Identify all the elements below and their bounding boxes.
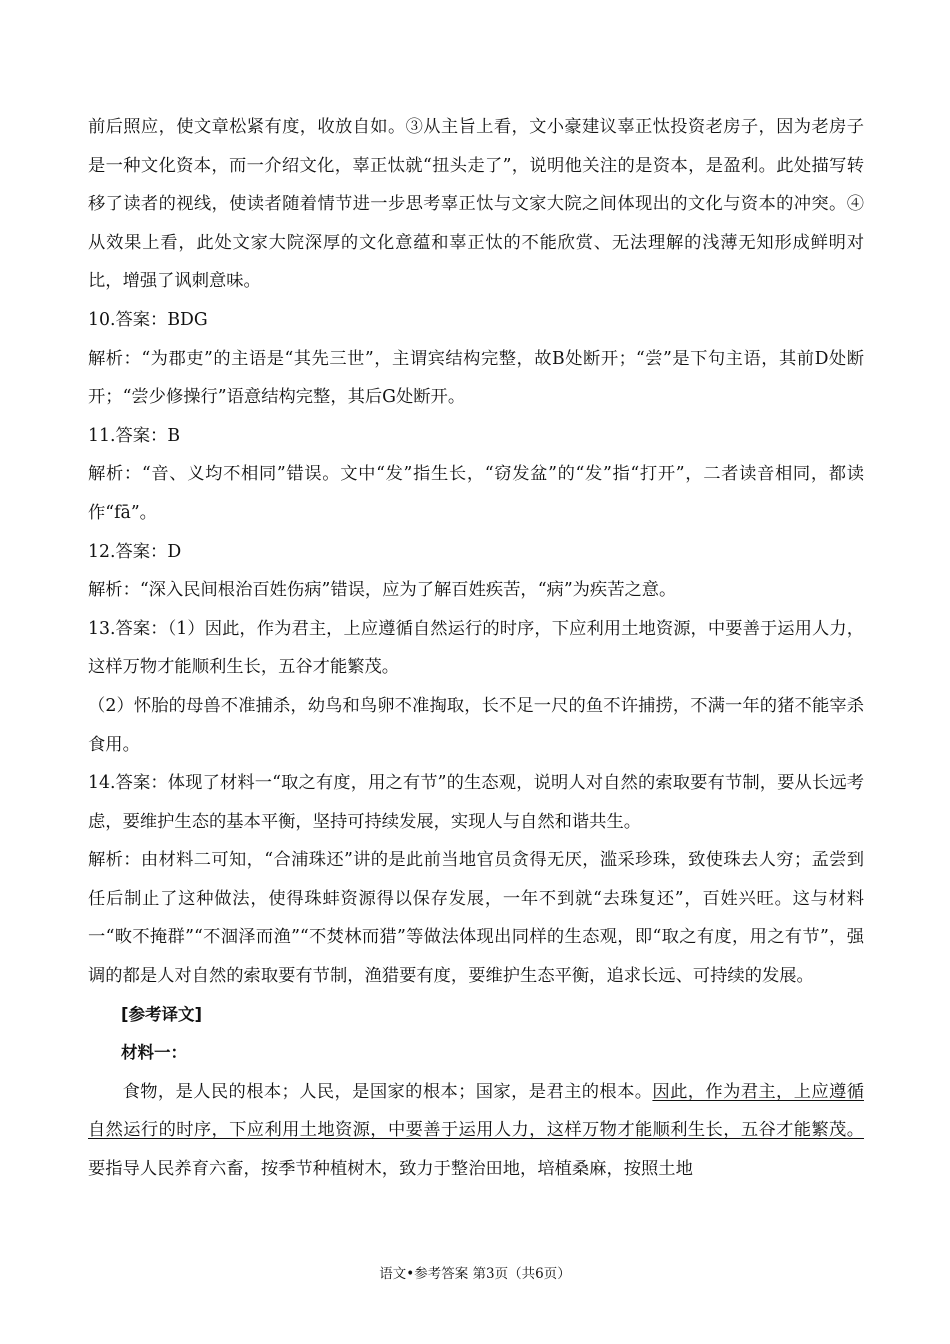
q11-answer: 11.答案：B — [88, 425, 181, 446]
q13-part2: （2）怀胎的母兽不准捕杀，幼鸟和鸟卵不准掏取，长不足一尺的鱼不许捕捞，不满一年的猪不能宰杀食用。 — [88, 695, 864, 755]
translation-underlined: 因此，作为君主，上应遵循自然运行的时序，下应利用土地资源，中要善于运用人力，这样万物才能顺利生长，五谷才能繁茂。 — [88, 1081, 864, 1141]
q14-analysis: 解析：由材料二可知，“合浦珠还”讲的是此前当地官员贪得无厌，滥采珍珠，致使珠去人穷；孟尝到任后制止了这种做法，使得珠蚌资源得以保存发展，一年不到就“去珠复还”，百姓兴旺。这与材料一“畋不掩群”“不涸泽而渔”“不焚林而猎”等做法体现出同样的生态观，即“取之有度，用之有节”，强调的都是人对自然的索取要有节制，渔猎要有度，要维护生态平衡，追求长远、可持续的发展。 — [88, 850, 864, 987]
translation-end: 要指导人民养育六畜，按季节种植树木，致力于整治田地，培植桑麻，按照土地 — [88, 1159, 693, 1180]
q11-analysis: 解析：“音、义均不相同”错误。文中“发”指生长，“窃发盆”的“发”指“打开”，二者读音相同，都读作“fā”。 — [88, 464, 864, 523]
translation-start: 食物，是人民的根本；人民，是国家的根本；国家，是君主的根本。 — [122, 1081, 653, 1102]
q13-answer: 13.答案：（1）因此，作为君主，上应遵循自然运行的时序，下应利用土地资源，中要善于运用人力，这样万物才能顺利生长，五谷才能繁茂。 — [88, 618, 864, 678]
q12-analysis: 解析：“深入民间根治百姓伤病”错误，应为了解百姓疾苦，“病”为疾苦之意。 — [88, 580, 677, 601]
material1-label: 材料一： — [121, 1043, 187, 1063]
q10-answer: 10.答案：BDG — [88, 309, 208, 330]
translation-paragraph — [88, 1073, 864, 1189]
q12-answer: 12.答案：D — [88, 541, 182, 562]
q9-continuation: 前后照应，使文章松紧有度，收放自如。③从主旨上看，文小豪建议辜正忲投资老房子，因为老房子是一种文化资本，而一介绍文化，辜正忲就“扭头走了”，说明他关注的是资本，是盈利。此处描写转移了读者的视线，使读者随着情节进一步思考辜正忲与文家大院之间体现出的文化与资本的冲突。④从效果上看，此处文家大院深厚的文化意蕴和辜正忲的不能欣赏、无法理解的浅薄无知形成鲜明对比，增强了讽刺意味。 — [88, 117, 864, 292]
q14-answer: 14.答案：体现了材料一“取之有度，用之有节”的生态观，说明人对自然的索取要有节制，要从长远考虑，要维护生态的基本平衡，坚持可持续发展，实现人与自然和谐共生。 — [88, 773, 864, 832]
translation-heading: [参考译文] — [121, 1004, 203, 1024]
answer-page — [88, 108, 864, 1189]
q10-analysis: 解析：“为郡吏”的主语是“其先三世”，主谓宾结构完整，故B处断开；“尝”是下句主语，其前D处断开；“尝少修操行”语意结构完整，其后G处断开。 — [88, 348, 864, 408]
page-footer: 语文•参考答案 第3页（共6页） — [379, 1266, 571, 1282]
